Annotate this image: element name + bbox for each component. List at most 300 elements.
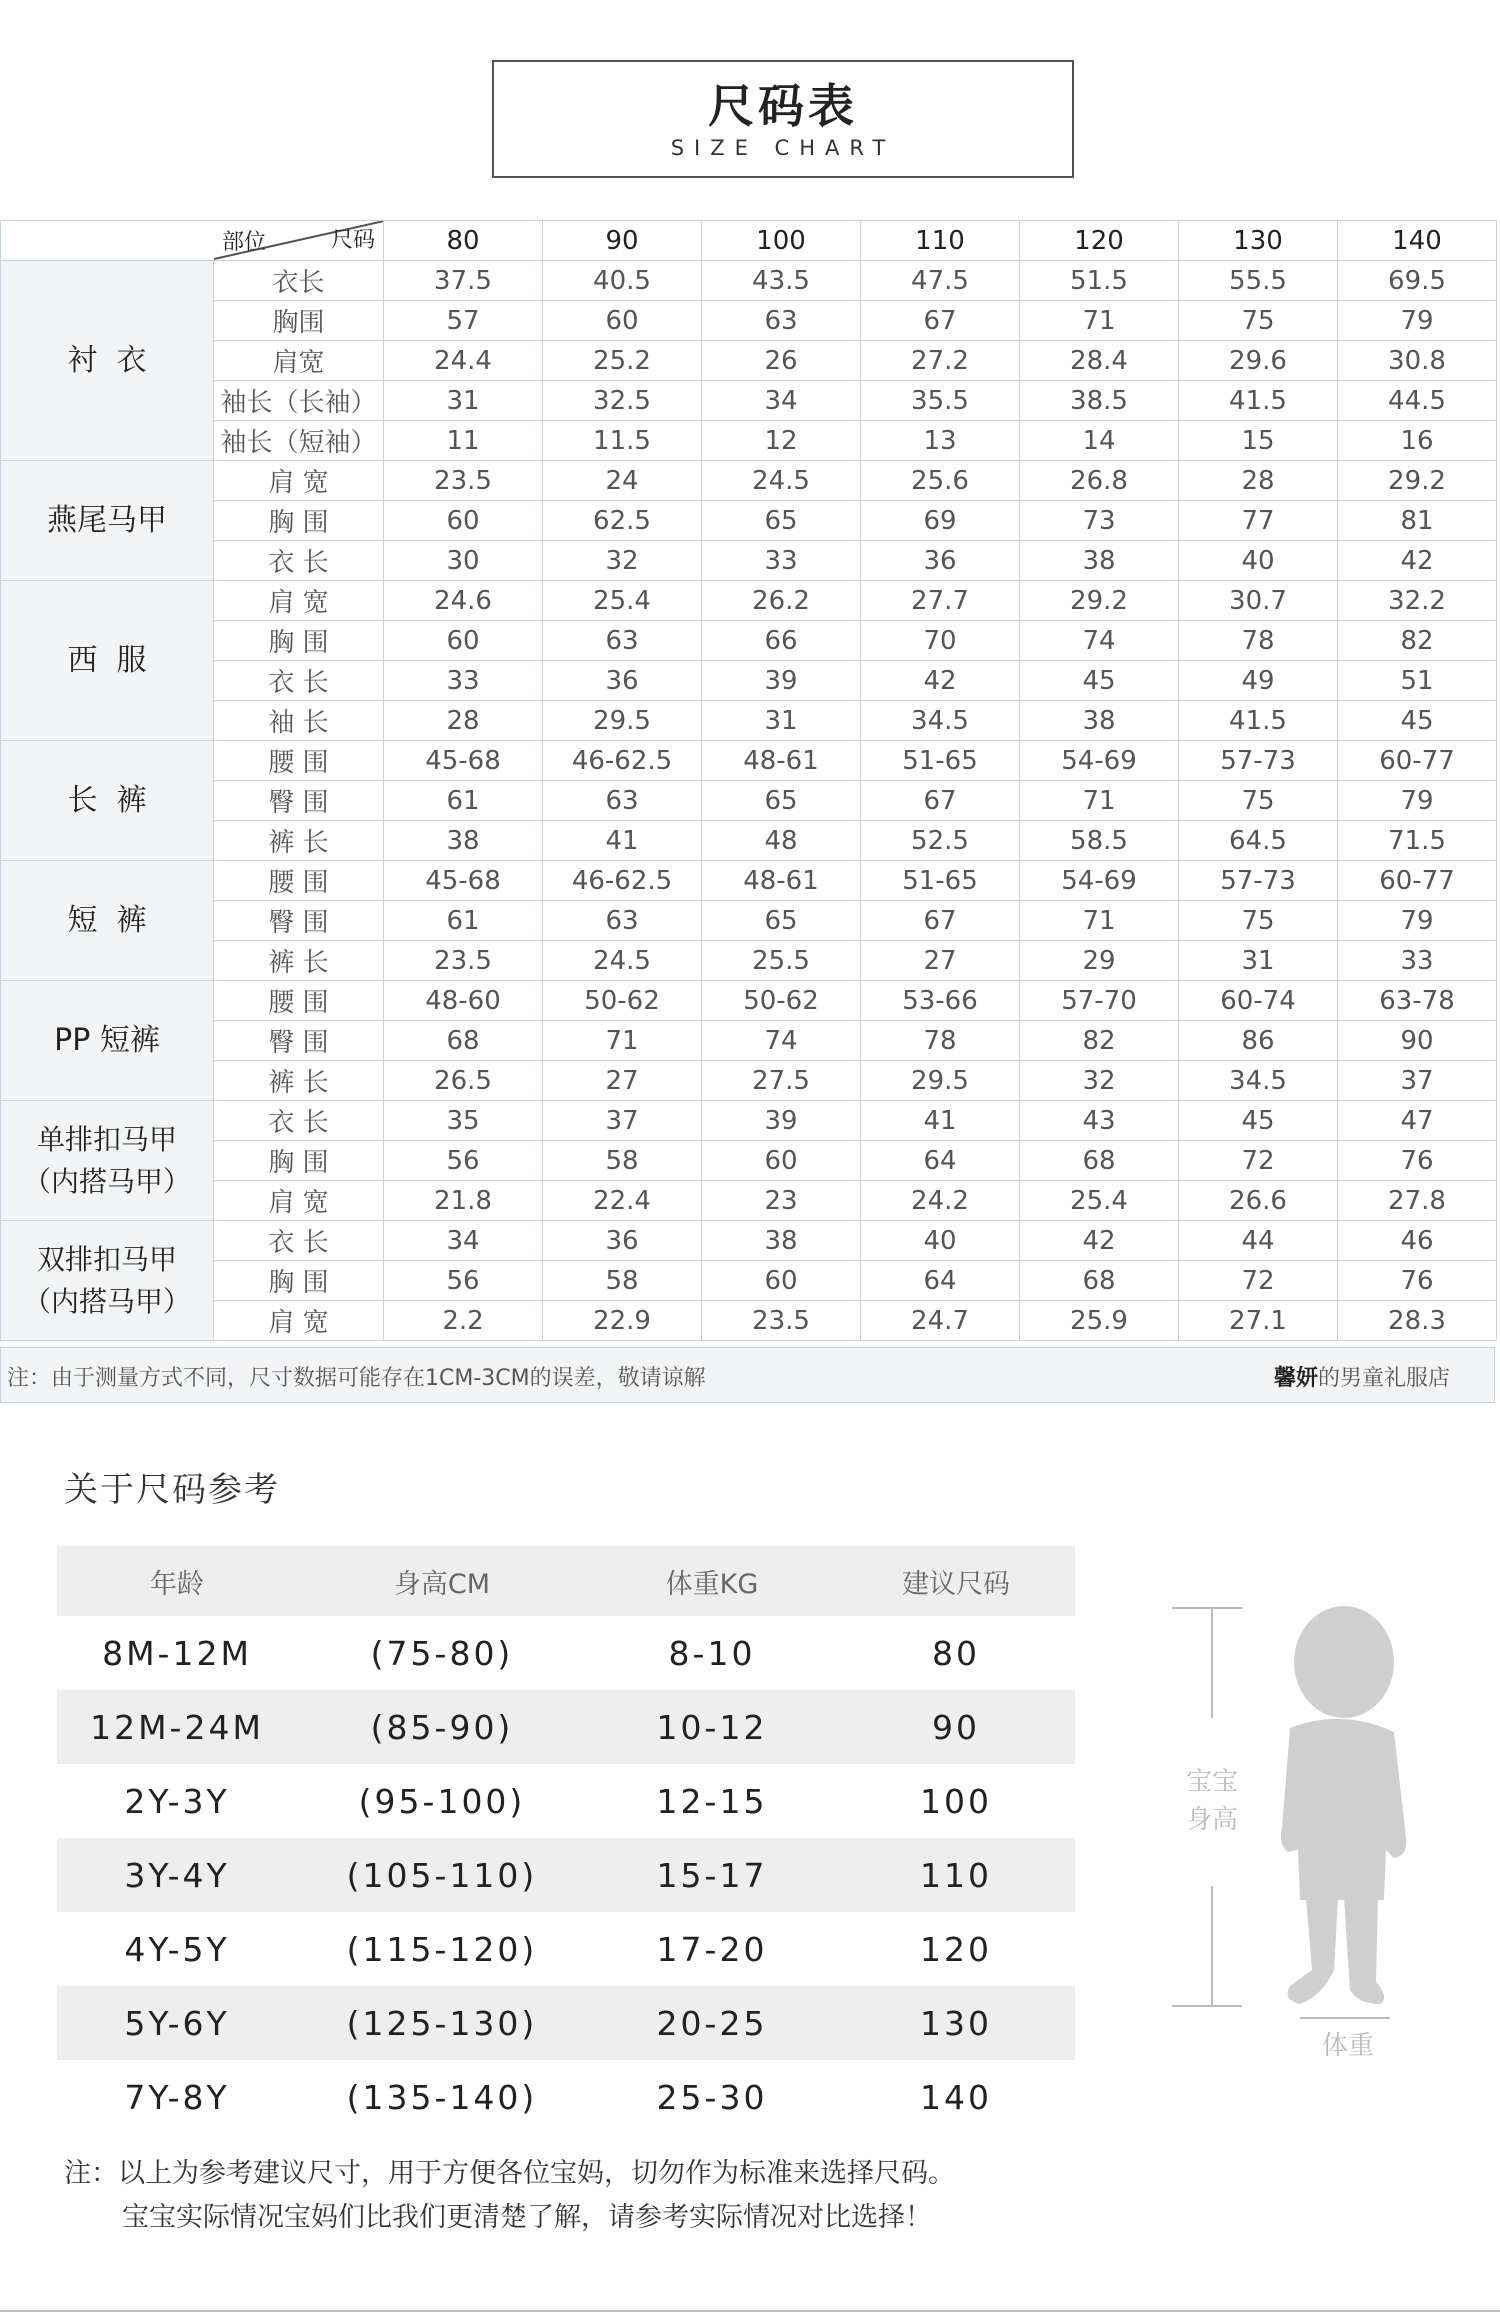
category-subname: （内搭马甲） (22, 1284, 191, 1318)
measurement-value-cell: 39 (702, 1101, 861, 1141)
size-row (1, 901, 1497, 941)
measurement-value-cell: 49 (1179, 661, 1338, 701)
reference-note (64, 2152, 955, 2240)
measurement-value-cell: 36 (543, 661, 702, 701)
measurement-value-cell: 23.5 (384, 941, 543, 981)
measurement-value-cell: 45 (1020, 661, 1179, 701)
reference-cell: 5Y-6Y (124, 2003, 230, 2043)
measurement-value-cell: 58 (543, 1261, 702, 1301)
measurement-value-cell: 71 (1020, 781, 1179, 821)
size-header-row (1, 221, 1497, 261)
measurement-value-cell: 69.5 (1338, 261, 1497, 301)
measurement-value-cell: 64 (861, 1141, 1020, 1181)
measurement-value-cell: 38 (1020, 541, 1179, 581)
measurement-value-cell: 34.5 (1179, 1061, 1338, 1101)
corner-diagonal-icon (1, 221, 384, 260)
measurement-value-cell: 29.2 (1338, 461, 1497, 501)
reference-row (57, 2060, 1075, 2134)
measurement-value-cell: 51.5 (1020, 261, 1179, 301)
measurement-value-cell: 60-74 (1179, 981, 1338, 1021)
reference-cell: 2Y-3Y (124, 1781, 230, 1821)
measurement-note-bar (0, 1347, 1495, 1403)
measurement-value-cell: 75 (1179, 901, 1338, 941)
category-cell (1, 581, 214, 741)
measurement-value-cell: 64 (861, 1261, 1020, 1301)
size-row (1, 421, 1497, 461)
reference-cell: (115-120) (346, 1929, 538, 1969)
measurement-value-cell: 63 (543, 901, 702, 941)
reference-cell: 110 (920, 1855, 992, 1895)
measurement-value-cell: 27.5 (702, 1061, 861, 1101)
measurement-name-cell: 臀 围 (214, 1021, 384, 1061)
reference-cell: (105-110) (346, 1855, 538, 1895)
shop-name (1274, 1361, 1450, 1392)
measurement-value-cell: 24 (543, 461, 702, 501)
measurement-value-cell: 34 (384, 1221, 543, 1261)
measurement-value-cell: 35 (384, 1101, 543, 1141)
reference-note-line2: 宝宝实际情况宝妈们比我们更清楚了解，请参考实际情况对比选择！ (122, 2202, 932, 2233)
size-row (1, 1021, 1497, 1061)
measurement-value-cell: 48 (702, 821, 861, 861)
measurement-value-cell: 54-69 (1020, 861, 1179, 901)
measurement-value-cell: 54-69 (1020, 741, 1179, 781)
bottom-divider (0, 2310, 1500, 2312)
measurement-value-cell: 45-68 (384, 741, 543, 781)
measurement-name-cell: 袖长（短袖） (214, 421, 384, 461)
reference-cell: 25-30 (656, 2077, 768, 2117)
measurement-value-cell: 38 (702, 1221, 861, 1261)
measurement-value-cell: 29.5 (543, 701, 702, 741)
measurement-value-cell: 63-78 (1338, 981, 1497, 1021)
measurement-value-cell: 48-61 (702, 861, 861, 901)
category-name: 双排扣马甲 (36, 1242, 177, 1276)
page-title: 尺码表 (708, 79, 858, 133)
size-row (1, 661, 1497, 701)
measurement-value-cell: 40 (1179, 541, 1338, 581)
measurement-value-cell: 28 (384, 701, 543, 741)
measurement-value-cell: 41.5 (1179, 701, 1338, 741)
measurement-value-cell: 48-60 (384, 981, 543, 1021)
size-row (1, 741, 1497, 781)
reference-row (57, 1616, 1075, 1690)
measurement-value-cell: 51-65 (861, 861, 1020, 901)
measurement-name-cell: 胸 围 (214, 1261, 384, 1301)
measurement-value-cell: 27.1 (1179, 1301, 1338, 1341)
measurement-value-cell: 64.5 (1179, 821, 1338, 861)
size-row (1, 701, 1497, 741)
measurement-value-cell: 41.5 (1179, 381, 1338, 421)
measurement-value-cell: 72 (1179, 1261, 1338, 1301)
figure-height-label-1: 宝宝 (1185, 1767, 1239, 1797)
size-row (1, 501, 1497, 541)
measurement-value-cell: 28.3 (1338, 1301, 1497, 1341)
reference-row (57, 1912, 1075, 1986)
figure-height-label-2: 身高 (1185, 1805, 1239, 1835)
shop-name-rest: 的男童礼服店 (1317, 1366, 1450, 1391)
measurement-value-cell: 33 (1338, 941, 1497, 981)
measurement-name-cell: 袖长（长袖） (214, 381, 384, 421)
measurement-name-cell: 腰 围 (214, 741, 384, 781)
reference-cell: (125-130) (346, 2003, 538, 2043)
measurement-value-cell: 55.5 (1179, 261, 1338, 301)
measurement-value-cell: 60 (543, 301, 702, 341)
measurement-value-cell: 35.5 (861, 381, 1020, 421)
reference-header-cell: 体重KG (665, 1568, 759, 1600)
measurement-value-cell: 79 (1338, 901, 1497, 941)
reference-cell: 12M-24M (90, 1707, 264, 1747)
measurement-value-cell: 79 (1338, 781, 1497, 821)
reference-row (57, 1986, 1075, 2060)
category-cell (1, 461, 214, 581)
measurement-value-cell: 61 (384, 901, 543, 941)
measurement-value-cell: 27 (543, 1061, 702, 1101)
size-row (1, 301, 1497, 341)
measurement-value-cell: 60 (384, 621, 543, 661)
measurement-name-cell: 肩 宽 (214, 1301, 384, 1341)
size-header-cell: 120 (1020, 221, 1179, 261)
measurement-name-cell: 衣 长 (214, 1101, 384, 1141)
reference-cell: 15-17 (656, 1855, 768, 1895)
measurement-value-cell: 50-62 (543, 981, 702, 1021)
size-row (1, 341, 1497, 381)
measurement-value-cell: 24.5 (543, 941, 702, 981)
measurement-value-cell: 50-62 (702, 981, 861, 1021)
reference-cell: (95-100) (358, 1781, 526, 1821)
reference-cell: 10-12 (656, 1707, 768, 1747)
measurement-value-cell: 51-65 (861, 741, 1020, 781)
measurement-value-cell: 57-70 (1020, 981, 1179, 1021)
measurement-value-cell: 43.5 (702, 261, 861, 301)
measurement-value-cell: 65 (702, 901, 861, 941)
reference-cell: 100 (920, 1781, 992, 1821)
measurement-value-cell: 25.4 (1020, 1181, 1179, 1221)
measurement-value-cell: 57 (384, 301, 543, 341)
category-name: PP 短裤 (54, 1022, 160, 1058)
measurement-value-cell: 40 (861, 1221, 1020, 1261)
size-row (1, 861, 1497, 901)
measurement-name-cell: 肩 宽 (214, 461, 384, 501)
measurement-value-cell: 34.5 (861, 701, 1020, 741)
reference-cell: 3Y-4Y (124, 1855, 230, 1895)
measurement-value-cell: 38.5 (1020, 381, 1179, 421)
measurement-value-cell: 11.5 (543, 421, 702, 461)
size-row (1, 381, 1497, 421)
reference-row (57, 1690, 1075, 1764)
measurement-value-cell: 70 (861, 621, 1020, 661)
size-row (1, 621, 1497, 661)
measurement-value-cell: 31 (384, 381, 543, 421)
measurement-value-cell: 82 (1020, 1021, 1179, 1061)
measurement-value-cell: 41 (543, 821, 702, 861)
measurement-value-cell: 30.7 (1179, 581, 1338, 621)
measurement-value-cell: 45 (1338, 701, 1497, 741)
measurement-value-cell: 77 (1179, 501, 1338, 541)
measurement-name-cell: 裤 长 (214, 1061, 384, 1101)
reference-cell: 140 (920, 2077, 992, 2117)
category-subname: （内搭马甲） (22, 1164, 191, 1198)
measurement-value-cell: 68 (1020, 1261, 1179, 1301)
measurement-value-cell: 27 (861, 941, 1020, 981)
reference-header-cell: 年龄 (150, 1568, 204, 1600)
measurement-value-cell: 69 (861, 501, 1020, 541)
measurement-value-cell: 24.2 (861, 1181, 1020, 1221)
measurement-value-cell: 25.6 (861, 461, 1020, 501)
measurement-value-cell: 44.5 (1338, 381, 1497, 421)
measurement-value-cell: 25.5 (702, 941, 861, 981)
measurement-value-cell: 29.6 (1179, 341, 1338, 381)
measurement-value-cell: 26.5 (384, 1061, 543, 1101)
reference-row (57, 1764, 1075, 1838)
size-header-cell: 80 (384, 221, 543, 261)
corner-part-label: 部位 (222, 230, 267, 255)
reference-header-row (57, 1546, 1075, 1616)
measurement-value-cell: 43 (1020, 1101, 1179, 1141)
measurement-value-cell: 78 (1179, 621, 1338, 661)
measurement-value-cell: 26.8 (1020, 461, 1179, 501)
reference-title: 关于尺码参考 (64, 1470, 280, 1510)
page-subtitle: SIZE CHART (670, 136, 896, 160)
measurement-name-cell: 腰 围 (214, 981, 384, 1021)
measurement-value-cell: 47 (1338, 1101, 1497, 1141)
reference-cell: 120 (920, 1929, 992, 1969)
measurement-name-cell: 胸 围 (214, 621, 384, 661)
measurement-name-cell: 衣 长 (214, 541, 384, 581)
measurement-value-cell: 26 (702, 341, 861, 381)
measurement-value-cell: 90 (1338, 1021, 1497, 1061)
measurement-value-cell: 27.7 (861, 581, 1020, 621)
measurement-value-cell: 24.7 (861, 1301, 1020, 1341)
size-row (1, 541, 1497, 581)
measurement-value-cell: 23 (702, 1181, 861, 1221)
measurement-name-cell: 裤 长 (214, 821, 384, 861)
measurement-value-cell: 63 (702, 301, 861, 341)
measurement-value-cell: 56 (384, 1261, 543, 1301)
measurement-value-cell: 27.8 (1338, 1181, 1497, 1221)
size-header-cell: 90 (543, 221, 702, 261)
size-row (1, 581, 1497, 621)
size-row (1, 821, 1497, 861)
measurement-value-cell: 25.4 (543, 581, 702, 621)
measurement-value-cell: 30 (384, 541, 543, 581)
measurement-value-cell: 60 (702, 1261, 861, 1301)
measurement-value-cell: 22.4 (543, 1181, 702, 1221)
reference-cell: (75-80) (370, 1633, 514, 1673)
measurement-value-cell: 86 (1179, 1021, 1338, 1061)
measurement-value-cell: 73 (1020, 501, 1179, 541)
measurement-value-cell: 53-66 (861, 981, 1020, 1021)
measurement-value-cell: 40.5 (543, 261, 702, 301)
measurement-value-cell: 42 (861, 661, 1020, 701)
figure-weight-label: 体重 (1321, 2031, 1375, 2060)
measurement-value-cell: 63 (543, 621, 702, 661)
reference-note-line1: 注：以上为参考建议尺寸，用于方便各位宝妈，切勿作为标准来选择尺码。 (64, 2158, 955, 2189)
category-name: 短 裤 (67, 902, 147, 938)
measurement-value-cell: 32 (1020, 1061, 1179, 1101)
measurement-note: 注：由于测量方式不同，尺寸数据可能存在1CM-3CM的误差，敬请谅解 (7, 1366, 706, 1391)
category-cell (1, 1221, 214, 1341)
size-row (1, 1101, 1497, 1141)
size-row (1, 1061, 1497, 1101)
measurement-name-cell: 衣 长 (214, 1221, 384, 1261)
measurement-value-cell: 31 (1179, 941, 1338, 981)
measurement-value-cell: 67 (861, 901, 1020, 941)
measurement-value-cell: 11 (384, 421, 543, 461)
measurement-value-cell: 31 (702, 701, 861, 741)
measurement-value-cell: 71.5 (1338, 821, 1497, 861)
measurement-value-cell: 23.5 (702, 1301, 861, 1341)
measurement-value-cell: 63 (543, 781, 702, 821)
reference-row (57, 1838, 1075, 1912)
header-corner-cell (1, 221, 384, 261)
category-cell (1, 741, 214, 861)
measurement-value-cell: 24.4 (384, 341, 543, 381)
measurement-value-cell: 25.9 (1020, 1301, 1179, 1341)
measurement-value-cell: 46-62.5 (543, 741, 702, 781)
measurement-value-cell: 28 (1179, 461, 1338, 501)
measurement-value-cell: 37 (1338, 1061, 1497, 1101)
size-row (1, 1141, 1497, 1181)
reference-header-cell: 建议尺码 (902, 1568, 1010, 1600)
measurement-value-cell: 33 (384, 661, 543, 701)
size-chart-table (0, 220, 1497, 1341)
measurement-value-cell: 68 (1020, 1141, 1179, 1181)
measurement-value-cell: 37.5 (384, 261, 543, 301)
measurement-name-cell: 胸 围 (214, 1141, 384, 1181)
shop-brand: 馨妍 (1273, 1366, 1318, 1391)
measurement-value-cell: 28.4 (1020, 341, 1179, 381)
measurement-value-cell: 74 (1020, 621, 1179, 661)
measurement-value-cell: 58 (543, 1141, 702, 1181)
measurement-value-cell: 13 (861, 421, 1020, 461)
category-cell (1, 261, 214, 461)
measurement-value-cell: 42 (1020, 1221, 1179, 1261)
reference-cell: 8M-12M (102, 1633, 252, 1673)
measurement-value-cell: 78 (861, 1021, 1020, 1061)
measurement-value-cell: 29.5 (861, 1061, 1020, 1101)
measurement-value-cell: 46-62.5 (543, 861, 702, 901)
measurement-value-cell: 60 (384, 501, 543, 541)
measurement-value-cell: 12 (702, 421, 861, 461)
category-name: 单排扣马甲 (36, 1122, 177, 1156)
measurement-value-cell: 45 (1179, 1101, 1338, 1141)
measurement-value-cell: 75 (1179, 301, 1338, 341)
reference-cell: 130 (920, 2003, 992, 2043)
measurement-value-cell: 57-73 (1179, 741, 1338, 781)
measurement-value-cell: 37 (543, 1101, 702, 1141)
size-row (1, 981, 1497, 1021)
size-header-cell: 110 (861, 221, 1020, 261)
measurement-value-cell: 21.8 (384, 1181, 543, 1221)
size-row (1, 1261, 1497, 1301)
size-row (1, 461, 1497, 501)
measurement-value-cell: 76 (1338, 1141, 1497, 1181)
category-name: 长 裤 (67, 782, 147, 818)
reference-cell: 4Y-5Y (124, 1929, 230, 1969)
measurement-value-cell: 65 (702, 781, 861, 821)
measurement-value-cell: 24.6 (384, 581, 543, 621)
size-header-cell: 140 (1338, 221, 1497, 261)
measurement-value-cell: 60-77 (1338, 861, 1497, 901)
measurement-value-cell: 26.2 (702, 581, 861, 621)
measurement-value-cell: 79 (1338, 301, 1497, 341)
measurement-value-cell: 26.6 (1179, 1181, 1338, 1221)
reference-cell: 7Y-8Y (124, 2077, 230, 2117)
measurement-value-cell: 29.2 (1020, 581, 1179, 621)
measurement-value-cell: 62.5 (543, 501, 702, 541)
measurement-name-cell: 胸 围 (214, 501, 384, 541)
measurement-value-cell: 56 (384, 1141, 543, 1181)
measurement-value-cell: 71 (543, 1021, 702, 1061)
measurement-name-cell: 肩 宽 (214, 581, 384, 621)
size-header-cell: 100 (702, 221, 861, 261)
reference-cell: 90 (932, 1707, 980, 1747)
measurement-value-cell: 14 (1020, 421, 1179, 461)
category-cell (1, 981, 214, 1101)
measurement-value-cell: 23.5 (384, 461, 543, 501)
category-name: 燕尾马甲 (47, 502, 167, 538)
measurement-value-cell: 60 (702, 1141, 861, 1181)
measurement-name-cell: 臀 围 (214, 901, 384, 941)
measurement-value-cell: 57-73 (1179, 861, 1338, 901)
reference-cell: 8-10 (668, 1633, 756, 1673)
measurement-value-cell: 15 (1179, 421, 1338, 461)
reference-cell: (135-140) (346, 2077, 538, 2117)
measurement-value-cell: 58.5 (1020, 821, 1179, 861)
measurement-value-cell: 45-68 (384, 861, 543, 901)
measurement-value-cell: 68 (384, 1021, 543, 1061)
measurement-value-cell: 61 (384, 781, 543, 821)
measurement-value-cell: 32.2 (1338, 581, 1497, 621)
measurement-value-cell: 2.2 (384, 1301, 543, 1341)
category-name: 西 服 (67, 642, 147, 678)
size-chart-title-box (492, 60, 1074, 178)
measurement-value-cell: 32 (543, 541, 702, 581)
measurement-value-cell: 33 (702, 541, 861, 581)
size-row (1, 941, 1497, 981)
measurement-value-cell: 60-77 (1338, 741, 1497, 781)
measurement-value-cell: 67 (861, 301, 1020, 341)
measurement-value-cell: 36 (543, 1221, 702, 1261)
measurement-value-cell: 38 (384, 821, 543, 861)
child-silhouette-icon (1281, 1606, 1406, 2004)
measurement-value-cell: 48-61 (702, 741, 861, 781)
reference-header-cell: 身高CM (393, 1568, 491, 1600)
measurement-value-cell: 38 (1020, 701, 1179, 741)
measurement-name-cell: 腰 围 (214, 861, 384, 901)
measurement-value-cell: 42 (1338, 541, 1497, 581)
reference-cell: 20-25 (656, 2003, 768, 2043)
measurement-value-cell: 47.5 (861, 261, 1020, 301)
measurement-value-cell: 32.5 (543, 381, 702, 421)
measurement-value-cell: 39 (702, 661, 861, 701)
measurement-value-cell: 81 (1338, 501, 1497, 541)
measurement-value-cell: 74 (702, 1021, 861, 1061)
measurement-value-cell: 27.2 (861, 341, 1020, 381)
measurement-value-cell: 76 (1338, 1261, 1497, 1301)
measurement-value-cell: 29 (1020, 941, 1179, 981)
measurement-value-cell: 44 (1179, 1221, 1338, 1261)
reference-table (57, 1546, 1075, 2134)
size-row (1, 1301, 1497, 1341)
measurement-name-cell: 衣 长 (214, 661, 384, 701)
measurement-value-cell: 75 (1179, 781, 1338, 821)
measurement-value-cell: 16 (1338, 421, 1497, 461)
measurement-name-cell: 臀 围 (214, 781, 384, 821)
measurement-value-cell: 34 (702, 381, 861, 421)
reference-cell: 17-20 (656, 1929, 768, 1969)
reference-cell: 12-15 (656, 1781, 768, 1821)
reference-cell: 80 (932, 1633, 980, 1673)
